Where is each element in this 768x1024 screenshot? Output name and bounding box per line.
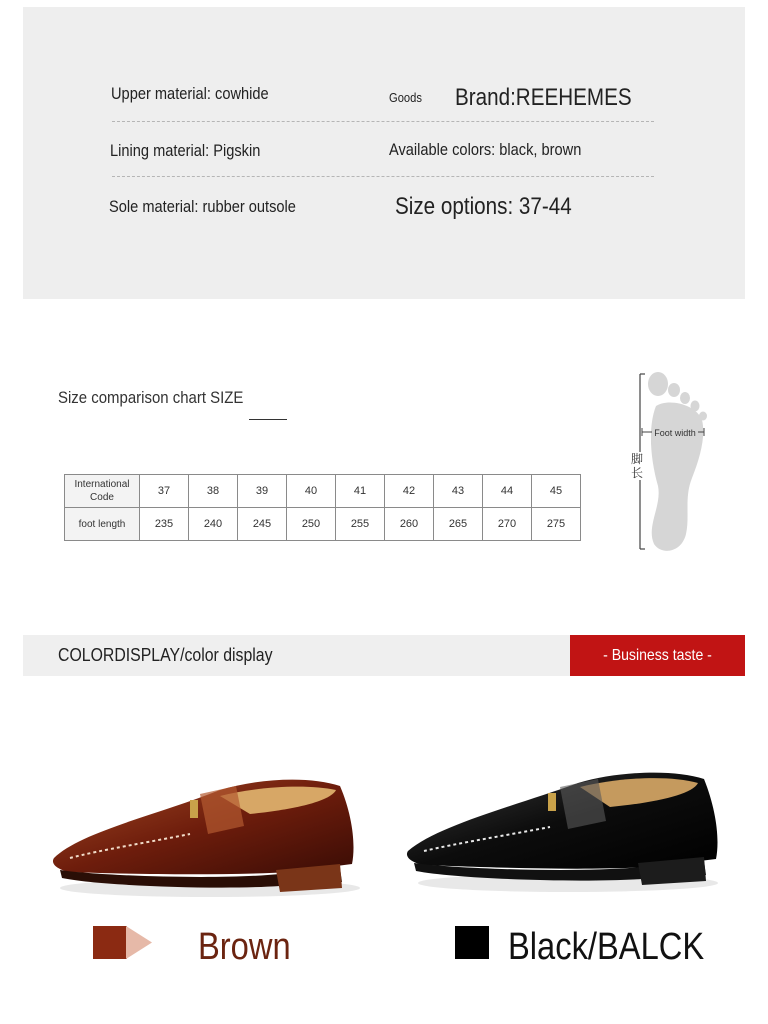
brown-swatch-arrow [126,926,152,959]
foot-toe-4 [691,401,700,412]
size-table-header-code [65,475,140,508]
size-table-row-codes [65,475,581,508]
spec-brand: Brand:REEHEMES [455,84,632,111]
foot-length-label-line1: 脚 [631,452,644,466]
foot-width-label: Foot width [654,428,696,438]
size-table-row-lengths [65,508,581,541]
business-taste-label: - Business taste - [603,647,712,664]
foot-length-cell: 275 [532,508,581,541]
foot-length-cell: 235 [140,508,189,541]
size-code-cell: 39 [238,475,287,508]
spec-goods: Goods [389,90,422,105]
size-code-cell: 42 [385,475,434,508]
size-title-underline [249,419,287,420]
foot-sole-shape [651,402,703,550]
foot-toe-3 [680,392,690,404]
size-table-header-length: foot length [65,508,140,541]
foot-length-label [631,452,643,480]
spec-sole: Sole material: rubber outsole [109,197,296,216]
size-code-cell: 40 [287,475,336,508]
foot-length-cell: 260 [385,508,434,541]
foot-length-cell: 250 [287,508,336,541]
size-code-cell: 38 [189,475,238,508]
size-chart-title: Size comparison chart SIZE [58,388,244,407]
size-code-cell: 43 [434,475,483,508]
business-taste-tag [570,635,745,676]
spec-sizes: Size options: 37-44 [395,193,572,220]
black-shoe-image [398,755,728,905]
foot-toe-1 [648,372,668,396]
foot-length-cell: 255 [336,508,385,541]
foot-toe-2 [668,383,680,397]
foot-length-cell: 240 [189,508,238,541]
foot-length-cell: 245 [238,508,287,541]
spec-colors: Available colors: black, brown [389,140,582,159]
spec-lining: Lining material: Pigskin [110,141,261,160]
spec-divider-2 [112,176,654,177]
header-label-line2: Code [90,492,114,503]
black-swatch [455,926,489,959]
color-display-bar [23,635,570,676]
size-code-cell: 44 [483,475,532,508]
header-label-line1: International [74,479,130,490]
size-code-cell: 37 [140,475,189,508]
size-table [64,474,581,541]
color-display-label: COLORDISPLAY/color display [58,645,273,665]
size-code-cell: 41 [336,475,385,508]
foot-length-label-line2: 长 [631,466,644,480]
spec-divider-1 [112,121,654,122]
size-code-cell: 45 [532,475,581,508]
color-name-black: Black/BALCK [508,926,705,968]
spec-upper: Upper material: cowhide [111,84,269,103]
foot-length-cell: 270 [483,508,532,541]
brown-swatch [93,926,127,959]
color-name-brown: Brown [198,926,291,968]
foot-toe-5 [699,412,707,421]
brown-shoe-image [40,760,370,910]
foot-length-cell: 265 [434,508,483,541]
